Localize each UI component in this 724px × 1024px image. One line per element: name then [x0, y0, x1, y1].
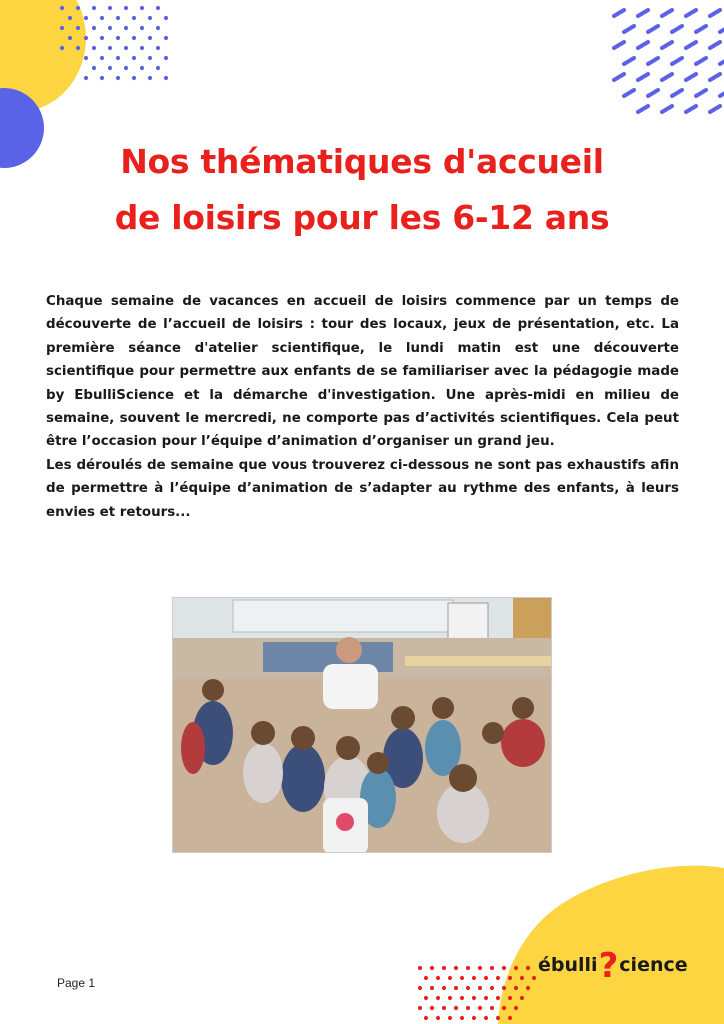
decorative-dot — [418, 1006, 422, 1010]
decorative-dot — [502, 986, 506, 990]
decorative-dot — [520, 976, 524, 980]
decorative-dot — [442, 966, 446, 970]
page-number: Page 1 — [57, 976, 96, 990]
classroom-photo — [172, 597, 552, 853]
decorative-dot — [436, 1016, 440, 1020]
decorative-dot — [484, 976, 488, 980]
decorative-dot — [424, 976, 428, 980]
decorative-dot — [508, 976, 512, 980]
decorative-dot — [502, 1006, 506, 1010]
decorative-dot — [430, 1006, 434, 1010]
decorative-dot — [484, 996, 488, 1000]
title-line-2: de loisirs pour les 6-12 ans — [114, 198, 610, 237]
decorative-dot — [460, 976, 464, 980]
decorative-dot — [526, 986, 530, 990]
decorative-dot — [442, 1006, 446, 1010]
decorative-dot — [448, 996, 452, 1000]
decorative-dot — [460, 996, 464, 1000]
decorative-dot — [466, 966, 470, 970]
decorative-dot — [478, 1006, 482, 1010]
decorative-dot — [496, 996, 500, 1000]
decorative-dot — [532, 976, 536, 980]
decorative-dot — [526, 966, 530, 970]
decorative-dot — [430, 986, 434, 990]
decorative-dot — [418, 966, 422, 970]
decorative-dot — [442, 986, 446, 990]
decorative-dot — [496, 1016, 500, 1020]
decorative-dot — [508, 996, 512, 1000]
decorative-dot — [424, 1016, 428, 1020]
decorative-dot — [472, 996, 476, 1000]
paragraph-2: Les déroulés de semaine que vous trouverez ci-dessous ne sont pas exhaustifs afin de permettre à l’équipe d’animation de s’adapter au rythme des enfants, à leurs envies et retours... — [46, 457, 679, 520]
decorative-dot — [418, 986, 422, 990]
decorative-dot — [424, 996, 428, 1000]
logo-text-part-2: cience — [619, 954, 688, 976]
decorative-dot — [520, 996, 524, 1000]
decorative-dot — [436, 976, 440, 980]
decorative-dot — [454, 986, 458, 990]
decorative-dot — [508, 1016, 512, 1020]
decorative-dot — [430, 966, 434, 970]
decorative-dot — [460, 1016, 464, 1020]
decorative-dot — [484, 1016, 488, 1020]
decorative-dot — [448, 1016, 452, 1020]
decorative-dot — [472, 1016, 476, 1020]
paragraph-1: Chaque semaine de vacances en accueil de loisirs commence par un temps de découverte de l’accueil de loisirs : tour des locaux, jeux de présentation, etc. La première séance d'atelier scientifique, le lundi matin est une découverte scientifique pour permettre aux enfants de se familiariser avec la pédagogie made by EbulliScience et la démarche d'investigation. Une après-midi en milieu de semaine, souvent le mercredi, ne comporte pas d’activités scientifiques. Cela peut être l’occasion pour l’équipe d’animation d’organiser un grand jeu. — [46, 294, 679, 450]
ebulliscience-logo — [538, 946, 688, 986]
decorative-dot — [478, 986, 482, 990]
title-line-1: Nos thématiques d'accueil — [120, 142, 604, 181]
decorative-dot — [514, 1006, 518, 1010]
decorative-dot — [472, 976, 476, 980]
page-title — [0, 134, 724, 246]
body-text — [46, 290, 679, 524]
decorative-dot — [448, 976, 452, 980]
decorative-dot — [514, 986, 518, 990]
logo-text-part-1: ébulli — [538, 954, 598, 976]
decorative-dot — [496, 976, 500, 980]
decorative-dot — [478, 966, 482, 970]
decorative-dot — [490, 986, 494, 990]
decorative-dot — [454, 1006, 458, 1010]
decorative-dot — [514, 966, 518, 970]
decorative-dot — [454, 966, 458, 970]
decorative-dot — [490, 1006, 494, 1010]
logo-question-mark-icon: ? — [598, 946, 619, 986]
decorative-dot — [502, 966, 506, 970]
decorative-dot — [466, 986, 470, 990]
decorative-dot — [490, 966, 494, 970]
decorative-dot — [436, 996, 440, 1000]
decorative-dot — [466, 1006, 470, 1010]
